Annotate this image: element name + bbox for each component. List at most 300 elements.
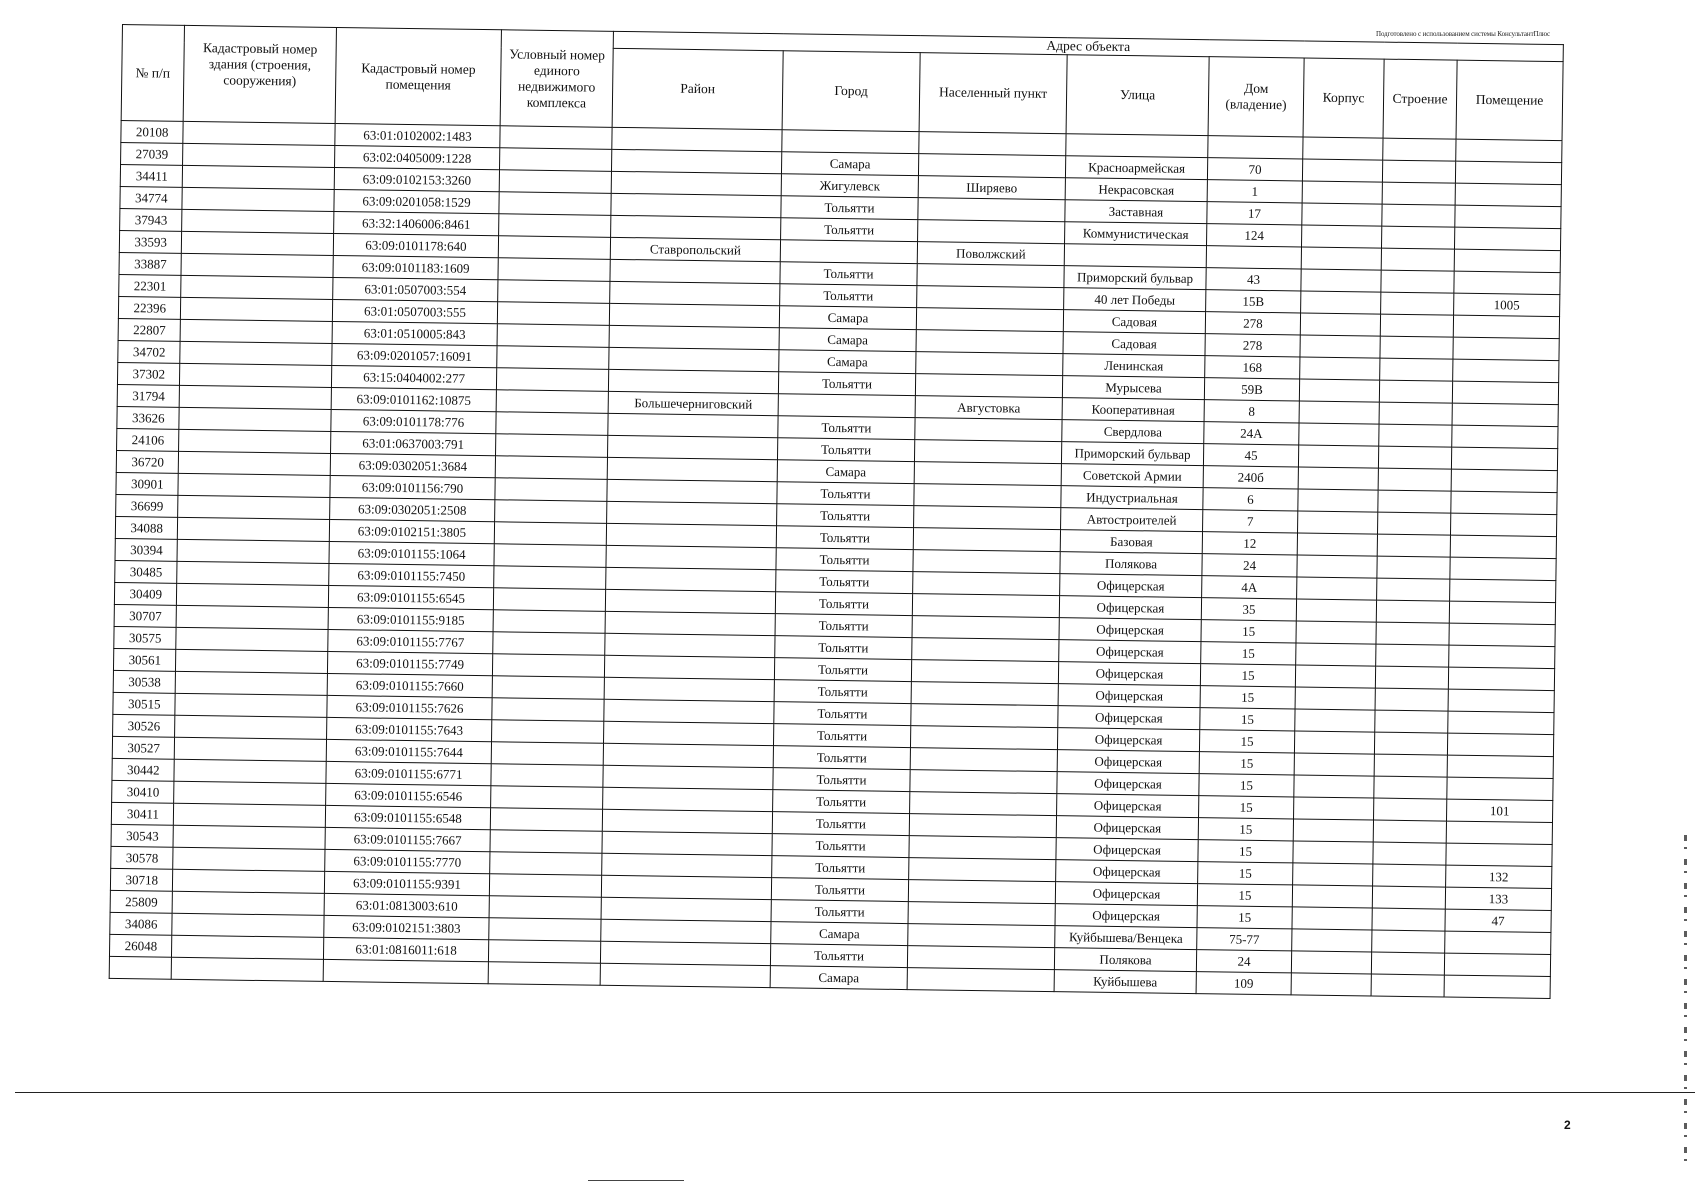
cell-num: 34702 [118, 340, 180, 363]
cell-stroenie [1380, 314, 1453, 337]
cell-street: Офицерская [1055, 904, 1197, 928]
cell-num: 33626 [117, 406, 179, 429]
cell-room [1447, 777, 1553, 800]
cell-house: 15 [1199, 774, 1294, 797]
cell-city: Тольятти [773, 724, 910, 748]
cell-num: 30410 [112, 780, 174, 803]
cell-building-cadastral [181, 231, 333, 255]
cell-street: Приморский бульвар [1064, 266, 1206, 290]
cell-house: 15 [1199, 730, 1294, 753]
cell-stroenie [1379, 380, 1452, 403]
cell-locality [910, 748, 1057, 772]
cell-house: 12 [1202, 532, 1297, 555]
cell-stroenie [1380, 358, 1453, 381]
cell-room [1447, 755, 1553, 778]
cell-house: 15 [1200, 708, 1295, 731]
cell-building-cadastral [177, 539, 329, 563]
cell-num: 27039 [121, 142, 183, 165]
cell-korpus [1300, 335, 1380, 358]
cell-building-cadastral [174, 781, 326, 805]
cell-num: 25809 [110, 890, 172, 913]
cell-stroenie [1381, 292, 1454, 315]
cell-stroenie [1374, 798, 1447, 821]
cell-house: 59В [1204, 378, 1299, 401]
header-num: № п/п [121, 25, 184, 122]
cell-stroenie [1381, 270, 1454, 293]
cell-room [1455, 183, 1561, 206]
cell-complex-number [494, 522, 606, 546]
cell-house: 15В [1206, 290, 1301, 313]
cell-building-cadastral [183, 121, 335, 145]
cell-room [1444, 953, 1550, 976]
cell-korpus [1297, 555, 1377, 578]
cell-locality [907, 946, 1054, 970]
cell-room [1448, 711, 1554, 734]
cell-stroenie [1378, 490, 1451, 513]
cell-city: Тольятти [772, 834, 909, 858]
cell-korpus [1298, 445, 1378, 468]
cell-stroenie [1372, 908, 1445, 931]
cell-num: 26048 [109, 934, 171, 957]
cell-complex-number [500, 126, 612, 150]
cell-korpus [1295, 709, 1375, 732]
cell-street: Офицерская [1057, 750, 1199, 774]
cell-district [602, 853, 772, 877]
cell-complex-number [497, 302, 609, 326]
cell-district [609, 303, 779, 327]
cell-locality [915, 374, 1062, 398]
cell-complex-number [493, 610, 605, 634]
cell-city: Тольятти [781, 196, 918, 220]
cell-street: Офицерская [1056, 838, 1198, 862]
cell-street: Офицерская [1057, 728, 1199, 752]
header-house: Дом (владение) [1208, 57, 1304, 137]
cell-city: Тольятти [771, 900, 908, 924]
cell-district [612, 127, 782, 151]
cell-locality [912, 594, 1059, 618]
cell-street: Садовая [1063, 332, 1205, 356]
cell-korpus [1302, 159, 1382, 182]
cell-room [1453, 315, 1559, 338]
cell-street: Офицерская [1060, 574, 1202, 598]
cell-district [604, 655, 774, 679]
cell-stroenie [1376, 600, 1449, 623]
cell-num: 36720 [116, 450, 178, 473]
cell-korpus [1301, 269, 1381, 292]
cell-locality [916, 308, 1063, 332]
cell-premise-cadastral [323, 959, 488, 983]
cell-locality [907, 968, 1054, 992]
cell-room [1444, 975, 1550, 998]
cell-building-cadastral [180, 341, 332, 365]
cell-room [1453, 359, 1559, 382]
cell-city [778, 394, 915, 418]
cell-district [601, 897, 771, 921]
cell-complex-number [488, 940, 600, 964]
header-address: Адрес объекта [613, 31, 1563, 61]
cell-street: Офицерская [1058, 706, 1200, 730]
cell-building-cadastral [173, 803, 325, 827]
cell-building-cadastral [182, 187, 334, 211]
cell-street: Офицерская [1058, 684, 1200, 708]
cell-stroenie [1382, 182, 1455, 205]
cell-stroenie [1376, 622, 1449, 645]
cell-building-cadastral [173, 825, 325, 849]
cell-room [1447, 733, 1553, 756]
cell-district [606, 545, 776, 569]
cell-locality [912, 638, 1059, 662]
cell-complex-number [496, 434, 608, 458]
cell-building-cadastral [175, 693, 327, 717]
cell-district [610, 281, 780, 305]
header-street: Улица [1066, 55, 1209, 136]
cell-district [609, 325, 779, 349]
cell-num: 22396 [118, 296, 180, 319]
cell-korpus [1294, 753, 1374, 776]
cell-complex-number [494, 544, 606, 568]
cell-city: Тольятти [772, 856, 909, 880]
cell-locality [917, 264, 1064, 288]
cell-locality [914, 506, 1061, 530]
cell-house: 70 [1207, 158, 1302, 181]
cell-locality [909, 858, 1056, 882]
cell-city: Тольятти [775, 592, 912, 616]
cell-house: 8 [1204, 400, 1299, 423]
cell-building-cadastral [172, 891, 324, 915]
cell-locality [919, 132, 1066, 156]
cell-korpus [1301, 247, 1381, 270]
cell-complex-number [493, 632, 605, 656]
cell-complex-number [499, 170, 611, 194]
cell-locality [918, 154, 1065, 178]
cell-locality [914, 484, 1061, 508]
cell-premise-cadastral: 63:09:0101155:7667 [325, 827, 490, 851]
cell-stroenie [1378, 512, 1451, 535]
cell-street: Офицерская [1058, 662, 1200, 686]
cell-locality [910, 792, 1057, 816]
cell-city: Тольятти [773, 790, 910, 814]
cell-locality [917, 286, 1064, 310]
cell-num: 22807 [118, 318, 180, 341]
cell-premise-cadastral: 63:09:0101155:6771 [326, 761, 491, 785]
cell-street: Советской Армии [1061, 464, 1203, 488]
cell-korpus [1298, 489, 1378, 512]
cell-premise-cadastral: 63:09:0101155:6545 [328, 585, 493, 609]
cell-locality [913, 572, 1060, 596]
cell-street: Некрасовская [1065, 178, 1207, 202]
cell-num: 30409 [114, 582, 176, 605]
cell-building-cadastral [182, 209, 334, 233]
cell-district [600, 963, 770, 987]
cell-district [602, 831, 772, 855]
cell-building-cadastral [175, 715, 327, 739]
cell-stroenie [1378, 468, 1451, 491]
cell-city: Тольятти [777, 438, 914, 462]
cell-locality [916, 352, 1063, 376]
cell-complex-number [492, 698, 604, 722]
cell-premise-cadastral: 63:09:0101155:7770 [325, 849, 490, 873]
cell-street: Полякова [1060, 552, 1202, 576]
cell-room [1449, 623, 1555, 646]
cell-complex-number [492, 720, 604, 744]
cell-street: Офицерская [1055, 882, 1197, 906]
cell-korpus [1300, 357, 1380, 380]
cell-room [1455, 205, 1561, 228]
cell-num: 37943 [120, 208, 182, 231]
cell-korpus [1292, 885, 1372, 908]
cell-building-cadastral [181, 253, 333, 277]
cell-premise-cadastral: 63:09:0101155:7660 [327, 673, 492, 697]
header-korpus: Корпус [1303, 58, 1384, 138]
cell-building-cadastral [173, 847, 325, 871]
cell-num: 30526 [113, 714, 175, 737]
cell-locality [909, 836, 1056, 860]
footer-line [588, 1180, 684, 1181]
cell-district [600, 941, 770, 965]
cell-district [608, 413, 778, 437]
cell-korpus [1298, 511, 1378, 534]
cell-house: 278 [1205, 312, 1300, 335]
table-wrapper [109, 24, 1564, 999]
cell-street: 40 лет Победы [1064, 288, 1206, 312]
cell-city: Тольятти [774, 658, 911, 682]
cell-building-cadastral [175, 649, 327, 673]
cell-num: 30718 [110, 868, 172, 891]
cell-korpus [1302, 203, 1382, 226]
cell-complex-number [495, 456, 607, 480]
cell-locality: Ширяево [918, 176, 1065, 200]
cell-building-cadastral [179, 363, 331, 387]
cell-building-cadastral [183, 143, 335, 167]
cell-street: Офицерская [1059, 640, 1201, 664]
cell-house: 45 [1203, 444, 1298, 467]
cell-korpus [1302, 225, 1382, 248]
cell-premise-cadastral: 63:01:0637003:791 [331, 431, 496, 455]
cell-house: 4А [1202, 576, 1297, 599]
cell-house: 43 [1206, 268, 1301, 291]
cell-street: Офицерская [1056, 816, 1198, 840]
cell-locality [909, 814, 1056, 838]
cell-street: Индустриальная [1061, 486, 1203, 510]
cell-house: 15 [1198, 840, 1293, 863]
cell-street: Офицерская [1057, 794, 1199, 818]
cell-street [1064, 244, 1206, 268]
cell-house: 15 [1201, 620, 1296, 643]
cell-building-cadastral [179, 407, 331, 431]
cell-room: 101 [1447, 799, 1553, 822]
cell-house: 15 [1200, 686, 1295, 709]
cell-korpus [1295, 665, 1375, 688]
cell-korpus [1299, 401, 1379, 424]
cell-district [607, 501, 777, 525]
cell-district [604, 721, 774, 745]
cell-num: 33593 [119, 230, 181, 253]
cell-city: Тольятти [778, 416, 915, 440]
cell-korpus [1294, 731, 1374, 754]
cell-building-cadastral [181, 275, 333, 299]
cell-street: Ленинская [1063, 354, 1205, 378]
cell-num: 30394 [115, 538, 177, 561]
cell-house: 6 [1203, 488, 1298, 511]
cell-district [603, 765, 773, 789]
cell-stroenie [1373, 842, 1446, 865]
cell-room [1448, 689, 1554, 712]
cell-stroenie [1373, 864, 1446, 887]
cell-street: Автостроителей [1061, 508, 1203, 532]
cell-street: Офицерская [1059, 618, 1201, 642]
cell-building-cadastral [180, 297, 332, 321]
cell-premise-cadastral: 63:15:0404002:277 [331, 365, 496, 389]
cell-stroenie [1377, 556, 1450, 579]
cell-house: 17 [1207, 202, 1302, 225]
cell-room [1449, 645, 1555, 668]
cell-city: Жигулевск [781, 174, 918, 198]
header-pomeschenie: Помещение [1456, 60, 1563, 140]
cell-complex-number [498, 258, 610, 282]
cell-building-cadastral [178, 473, 330, 497]
cell-korpus [1296, 643, 1376, 666]
cell-complex-number [488, 962, 600, 986]
cell-stroenie [1371, 952, 1444, 975]
cell-building-cadastral [182, 165, 334, 189]
cell-house: 24А [1204, 422, 1299, 445]
cell-stroenie [1374, 732, 1447, 755]
cell-street: Свердлова [1062, 420, 1204, 444]
cell-stroenie [1375, 710, 1448, 733]
cell-building-cadastral [176, 583, 328, 607]
cell-house [1208, 136, 1303, 159]
cell-premise-cadastral: 63:32:1406006:8461 [334, 211, 499, 235]
cell-stroenie [1378, 446, 1451, 469]
cell-stroenie [1372, 886, 1445, 909]
cell-city: Тольятти [776, 570, 913, 594]
cell-city: Тольятти [778, 372, 915, 396]
cell-premise-cadastral: 63:09:0101156:790 [330, 475, 495, 499]
cell-district [605, 589, 775, 613]
cell-premise-cadastral: 63:09:0101183:1609 [333, 255, 498, 279]
margin-scan-marks [1684, 835, 1687, 1165]
cell-house: 15 [1197, 884, 1292, 907]
cell-building-cadastral [176, 627, 328, 651]
cell-complex-number [493, 588, 605, 612]
cell-street: Заставная [1065, 200, 1207, 224]
cell-korpus [1299, 379, 1379, 402]
cell-stroenie [1371, 974, 1444, 997]
cell-district: Ставропольский [610, 237, 780, 261]
cell-district [606, 567, 776, 591]
cell-korpus [1291, 973, 1371, 996]
cell-locality [911, 682, 1058, 706]
cell-city: Тольятти [773, 768, 910, 792]
cell-district [605, 611, 775, 635]
cell-korpus [1294, 775, 1374, 798]
horizontal-divider [15, 1092, 1695, 1093]
cell-stroenie [1381, 248, 1454, 271]
cell-premise-cadastral: 63:09:0201057:16091 [332, 343, 497, 367]
cell-district [611, 171, 781, 195]
cell-premise-cadastral: 63:09:0101155:7644 [326, 739, 491, 763]
cell-room [1452, 403, 1558, 426]
cell-complex-number [499, 214, 611, 238]
cell-district [611, 193, 781, 217]
cell-premise-cadastral: 63:09:0201058:1529 [334, 189, 499, 213]
cell-num: 30901 [116, 472, 178, 495]
cell-korpus [1297, 577, 1377, 600]
cell-room [1449, 601, 1555, 624]
cell-house: 240б [1203, 466, 1298, 489]
cell-city: Тольятти [781, 218, 918, 242]
cell-num: 30527 [112, 736, 174, 759]
cell-room [1445, 931, 1551, 954]
cell-stroenie [1382, 204, 1455, 227]
cell-city: Тольятти [777, 482, 914, 506]
cell-korpus [1301, 291, 1381, 314]
cell-premise-cadastral: 63:01:0510005:843 [332, 321, 497, 345]
cell-district [602, 809, 772, 833]
cell-stroenie [1375, 666, 1448, 689]
cell-stroenie [1381, 226, 1454, 249]
cell-building-cadastral [177, 517, 329, 541]
cell-korpus [1302, 181, 1382, 204]
cell-house: 75-77 [1197, 928, 1292, 951]
cell-district [601, 919, 771, 943]
cell-city: Тольятти [770, 944, 907, 968]
cell-city: Самара [781, 152, 918, 176]
cell-locality [913, 550, 1060, 574]
cell-street: Садовая [1063, 310, 1205, 334]
cell-street: Коммунистическая [1065, 222, 1207, 246]
cell-num: 24106 [117, 428, 179, 451]
cell-locality [915, 418, 1062, 442]
cell-korpus [1293, 819, 1373, 842]
cell-premise-cadastral: 63:09:0102151:3803 [324, 915, 489, 939]
cell-street: Офицерская [1057, 772, 1199, 796]
cell-district [604, 677, 774, 701]
cell-building-cadastral [177, 561, 329, 585]
cell-premise-cadastral: 63:02:0405009:1228 [335, 145, 500, 169]
cell-complex-number [499, 192, 611, 216]
cell-complex-number [491, 742, 603, 766]
cell-house: 15 [1201, 642, 1296, 665]
cell-premise-cadastral: 63:01:0816011:618 [323, 937, 488, 961]
cell-premise-cadastral: 63:09:0102153:3260 [334, 167, 499, 191]
cell-premise-cadastral: 63:09:0302051:3684 [330, 453, 495, 477]
table-body [109, 120, 1562, 998]
cell-korpus [1298, 467, 1378, 490]
cell-room [1451, 469, 1557, 492]
cell-complex-number [498, 280, 610, 304]
cell-district [611, 215, 781, 239]
cell-num: 22301 [119, 274, 181, 297]
cell-locality [908, 880, 1055, 904]
cell-room: 133 [1445, 887, 1551, 910]
cell-korpus [1296, 599, 1376, 622]
cell-num: 37302 [117, 362, 179, 385]
cell-building-cadastral [171, 957, 323, 981]
cell-street: Куйбышева [1054, 970, 1196, 994]
cell-district [606, 523, 776, 547]
cell-locality [918, 220, 1065, 244]
cell-street [1066, 134, 1208, 158]
cell-street: Офицерская [1059, 596, 1201, 620]
cell-district: Большечерниговский [608, 391, 778, 415]
cell-complex-number [490, 852, 602, 876]
cell-premise-cadastral: 63:09:0102151:3805 [329, 519, 494, 543]
cell-building-cadastral [174, 737, 326, 761]
cell-building-cadastral [179, 385, 331, 409]
cell-num: 30575 [114, 626, 176, 649]
cell-city: Самара [779, 328, 916, 352]
